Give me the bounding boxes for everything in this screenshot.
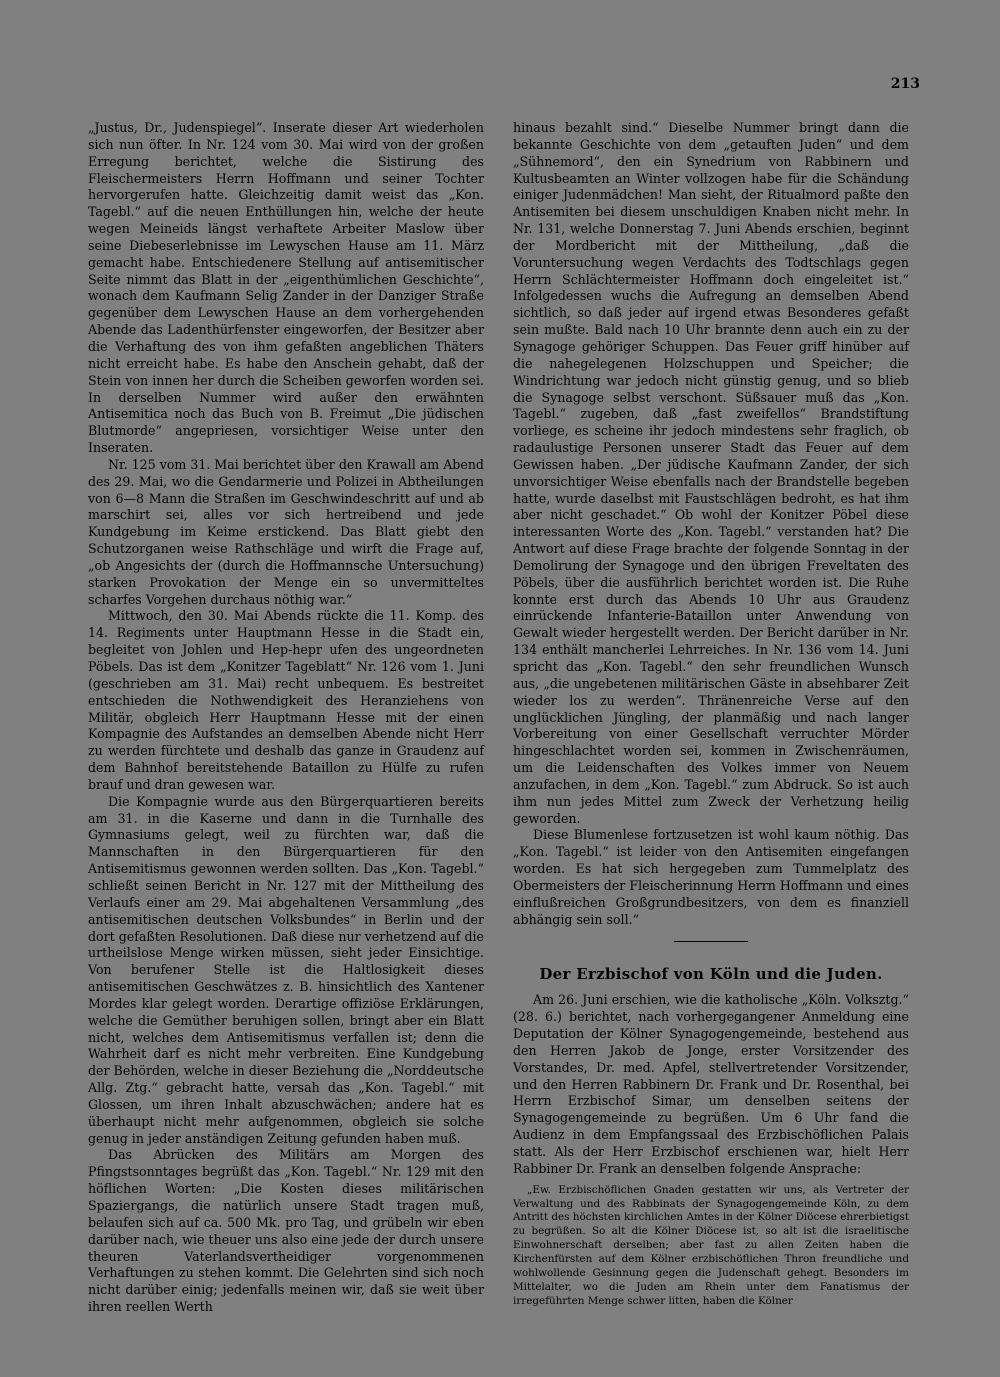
right-column <box>513 120 909 1309</box>
paragraph: Die Kompagnie wurde aus den Bürgerquartieren bereits am 31. in die Kaserne und dann in die Turnhalle des Gymnasiums gelegt, weil zu fürchten war, daß die Mannschaften in den Bürgerquartieren für den Antisemitismus gewonnen werden sollten. Das „Kon. Tagebl.“ schließt seinen Bericht in Nr. 127 mit der Mittheilung des Verlaufs einer am 29. Mai abgehaltenen Versammlung „des antisemitischen deutschen Volksbundes“ in Berlin und der dort gefaßten Resolutionen. Daß diese nur verhetzend auf die urtheilslose Menge wirken müssen, sieht jeder Einsichtige. Von berufener Stelle ist die Haltlosigkeit dieses antisemitischen Geschwätzes z. B. hinsichtlich des Xantener Mordes klar gelegt worden. Derartige offiziöse Erklärungen, welche die Gemüther beruhigen sollen, bringt aber ein Blatt nicht, welches dem Antisemitismus verfallen ist; denn die Wahrheit darf es nicht mehr verbreiten. Eine Kundgebung der Behörden, welche in dieser Beziehung die „Norddeutsche Allg. Ztg.“ gebracht hatte, versah das „Kon. Tagebl.“ mit Glossen, um ihren Inhalt abzuschwächen; andere hat es überhaupt nicht mehr aufgenommen, obgleich sie solche genug in jeder anständigen Zeitung gefunden haben muß. <box>88 793 484 1146</box>
quoted-address <box>513 1184 909 1309</box>
paragraph: Diese Blumenlese fortzusetzen ist wohl kaum nöthig. Das „Kon. Tagebl.“ ist leider von den Antisemiten eingefangen worden. Es hat sich hergegeben zum Tummelplatz des Obermeisters der Fleischerinnung Herrn Hoffmann und eines einflußreichen Großgrundbesitzers, von dem es finanziell abhängig sein soll.“ <box>513 827 909 927</box>
paragraph: Nr. 125 vom 31. Mai berichtet über den Krawall am Abend des 29. Mai, wo die Gendarmerie und Polizei in Abtheilungen von 6—8 Mann die Straßen im Geschwindeschritt auf und ab marschirt sei, alles vor sich hertreibend und jede Kundgebung im Keime erstickend. Das Blatt giebt den Schutzorganen weise Rathschläge und wirft die Frage auf, „ob Angesichts der (durch die Hoffmannsche Untersuchung) starken Provokation der Menge ein so unvermitteltes scharfes Vorgehen durchaus nöthig war.“ <box>88 456 484 607</box>
left-column <box>88 120 484 1316</box>
section-heading: Der Erzbischof von Köln und die Juden. <box>539 964 883 983</box>
paragraph: hinaus bezahlt sind.“ Dieselbe Nummer bringt dann die bekannte Geschichte von dem „getauften Juden“ und dem „Sühnemord“, den ein Synedrium von Rabbinern und Kultusbeamten an Winter vollzogen habe für die Schändung einiger Judenmädchen! Man sieht, der Ritualmord paßte den Antisemiten bei diesem unschuldigen Knaben nicht mehr. In Nr. 131, welche Donnerstag 7. Juni Abends erschien, beginnt der Mordbericht mit der Mittheilung, „daß die Voruntersuchung wegen Verdachts des Todtschlags gegen Herrn Schlächtermeister Hoffmann doch eingeleitet ist.“ Infolgedessen wuchs die Aufregung an demselben Abend sichtlich, so daß jeder auf irgend etwas Besonderes gefaßt sein mußte. Bald nach 10 Uhr brannte denn auch ein zu der Synagoge gehöriger Schuppen. Das Feuer griff hinüber auf die nahegelegenen Holzschuppen und Speicher; die Windrichtung war jedoch nicht günstig genug, und so blieb die Synagoge selbst verschont. Süßsauer muß das „Kon. Tagebl.“ zugeben, daß „fast zweifellos“ Brandstiftung vorliege, es scheine ihr jedoch mindestens sehr fraglich, ob radaulustige Personen unserer Stadt das Feuer auf dem Gewissen haben. „Der jüdische Kaufmann Zander, der sich unvorsichtiger Weise ebenfalls nach der Brandstelle begeben hatte, wurde daselbst mit Faustschlägen bedroht, es hat ihm aber nicht geschadet.“ Ob wohl der Konitzer Pöbel diese interessanten Worte des „Kon. Tagebl.“ verstanden hat? Die Antwort auf diese Frage brachte der folgende Sonntag in der Demolirung der Synagoge und den übrigen Freveltaten des Pöbels, über die ausführlich berichtet worden ist. Die Ruhe konnte erst durch das Abends 10 Uhr aus Graudenz einrückende Infanterie-Bataillon unter Anwendung von Gewalt wieder hergestellt werden. Der Bericht darüber in Nr. 134 enthält mancherlei Lehrreiches. In Nr. 136 vom 14. Juni spricht das „Kon. Tagebl.“ den sehr freundlichen Wunsch aus, „die ungebetenen militärischen Gäste in absehbarer Zeit wieder los zu werden“. Thränenreiche Verse auf den unglücklichen Jüngling, der planmäßig und nach langer Vorbereitung von einer Gesellschaft verruchter Mörder hingeschlachtet worden sei, kommen in Zwischenräumen, um die Leidenschaften des Volkes immer von Neuem anzufachen, in dem „Kon. Tagebl.“ zum Abdruck. So ist auch ihm nun jedes Mittel zum Zweck der Verhetzung heilig geworden. <box>513 120 909 826</box>
paragraph: Mittwoch, den 30. Mai Abends rückte die 11. Komp. des 14. Regiments unter Hauptmann Hesse in die Stadt ein, begleitet von Johlen und Hep-hepr ufen des ungeordneten Pöbels. Das ist dem „Konitzer Tageblatt“ Nr. 126 vom 1. Juni (geschrieben am 31. Mai) recht unbequem. Es bestreitet entschieden die Nothwendigkeit des Heranziehens von Militär, obgleich Herr Hauptmann Hesse mit der einen Kompagnie des Aufstandes an demselben Abende nicht Herr zu werden fürchtete und deshalb das ganze in Graudenz auf dem Bahnhof bereitstehende Bataillon zu Hülfe zu rufen brauf und dran gewesen war. <box>88 608 484 792</box>
quote-text: „Ew. Erzbischöflichen Gnaden gestatten wir uns, als Vertreter der Verwaltung und des Rabbinats der Synagogengemeinde Köln, zu dem Antritt des höchsten kirchlichen Amtes in der Kölner Diöcese ehrerbietigst zu begrüßen. So alt die Kölner Diöcese ist, so alt ist die israelitische Einwohnerschaft derselben; aber fast zu allen Zeiten haben die Kirchenfürsten auf dem Kölner erzbischöflichen Thron freundliche und wohlwollende Gesinnung gegen die Judenschaft gehegt. Besonders im Mittelalter, wo die Juden am Rhein unter dem Fanatismus der irregeführten Menge schwer litten, haben die Kölner <box>513 1183 909 1307</box>
page-number: 213 <box>890 76 920 92</box>
paragraph: Am 26. Juni erschien, wie die katholische „Köln. Volksztg.“ (28. 6.) berichtet, nach vorhergegangener Anmeldung eine Deputation der Kölner Synagogengemeinde, bestehend aus den Herren Jakob de Jonge, erster Vorsitzender des Vorstandes, Dr. med. Apfel, stellvertretender Vorsitzender, und den Herren Rabbinern Dr. Frank und Dr. Rosenthal, bei Herrn Erzbischof Simar, um denselben seitens der Synagogengemeinde zu begrüßen. Um 6 Uhr fand die Audienz in dem Empfangssaal des Erzbischöflichen Palais statt. Als der Herr Erzbischof erschienen war, hielt Herr Rabbiner Dr. Frank an denselben folgende Ansprache: <box>513 992 909 1176</box>
paragraph: „Justus, Dr., Judenspiegel“. Inserate dieser Art wiederholen sich nun öfter. In Nr. 124 vom 30. Mai wird von der großen Erregung berichtet, welche die Sistirung des Fleischermeisters Herrn Hoffmann und seiner Tochter hervorgerufen hatte. Gleichzeitig damit weist das „Kon. Tagebl.“ auf die neuen Enthüllungen hin, welche der heute wegen Meineids längst verhaftete Arbeiter Maslow über seine Diebeserlebnisse im Lewyschen Hause am 11. März gemacht habe. Entschiedenere Stellung auf antisemitischer Seite nimmt das Blatt in der „eigenthümlichen Geschichte“, wonach dem Kaufmann Selig Zander in der Danziger Straße gegenüber dem Lewyschen Hause an dem vorhergehenden Abende das Ladenthürfenster eingeworfen, der Besitzer aber die Verhaftung des von ihm gefaßten angeblichen Thäters nicht erreicht habe. Es habe den Anschein gehabt, daß der Stein von innen her durch die Scheiben geworfen worden sei. In derselben Nummer wird außer den erwähnten Antisemitica noch das Buch von B. Freimut „Die jüdischen Blutmorde“ angepriesen, vorsichtiger Weise unter den Inseraten. <box>88 120 484 456</box>
paragraph: Das Abrücken des Militärs am Morgen des Pfingstsonntages begrüßt das „Kon. Tagebl.“ Nr. 129 mit den höflichen Worten: „Die Kosten dieses militärischen Spaziergangs, die natürlich unsere Stadt tragen muß, belaufen sich auf ca. 500 Mk. pro Tag, und grübeln wir eben darüber nach, wie theuer uns also eine jede der durch unsere theuren Vaterlandsvertheidiger vorgenommenen Verhaftungen zu stehen kommt. Die Gelehrten sind sich noch nicht darüber einig; jedenfalls meinen wir, daß sie weit über ihren reellen Werth <box>88 1147 484 1315</box>
separator-rule <box>674 941 748 942</box>
